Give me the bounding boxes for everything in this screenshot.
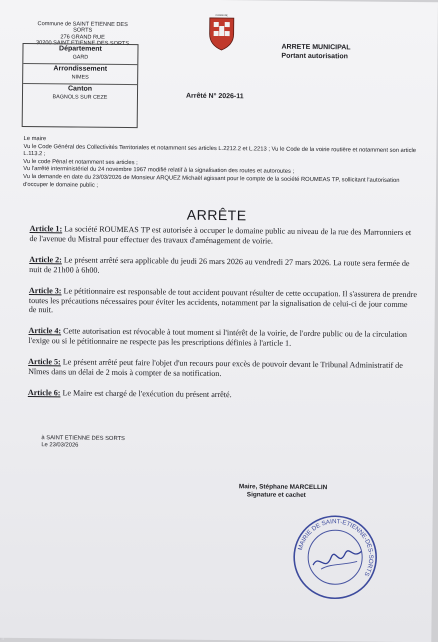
mayor-name: Maire, Stéphane MARCELLIN bbox=[238, 483, 328, 492]
arrondissement-value: NIMES bbox=[71, 73, 89, 81]
article-label: Article 5: bbox=[28, 357, 61, 367]
header-title-block bbox=[281, 43, 350, 62]
commune-emblem-icon bbox=[203, 12, 239, 52]
article-label: Article 3: bbox=[28, 285, 62, 295]
canton-row bbox=[23, 84, 137, 105]
article-text: La société ROUMEAS TP est autorisée à occuper le domaine public au niveau de la rue des Marronniers et de l'avenue du Mistral pour effectuer des travaux d'aménagement de voirie. bbox=[29, 224, 412, 246]
admin-info-box bbox=[22, 43, 139, 128]
place-line: à SAINT ETIENNE DES SORTS bbox=[41, 435, 125, 443]
article-4 bbox=[28, 326, 416, 350]
article-label: Article 1: bbox=[29, 224, 63, 234]
canton-value: BAGNOLS SUR CEZE bbox=[52, 93, 108, 101]
article-text: Le Maire est chargé de l'exécution du présent arrêté. bbox=[60, 388, 232, 400]
article-1 bbox=[29, 224, 417, 248]
commune-city: 30200 SAINT ETIENNE DES SORTS bbox=[35, 40, 130, 48]
article-label: Article 2: bbox=[29, 254, 62, 265]
svg-text:COMMUNE: COMMUNE bbox=[215, 13, 229, 18]
departement-row bbox=[23, 44, 137, 65]
stamp-text: MAIRIE DE SAINT-ETIENNE-DES-SORTS bbox=[296, 518, 375, 578]
visas-block bbox=[23, 136, 424, 193]
arrete-subtitle: Portant autorisation bbox=[281, 52, 348, 61]
arrondissement-label: Arrondissement bbox=[53, 65, 108, 73]
article-5 bbox=[28, 357, 416, 381]
article-3 bbox=[29, 286, 417, 320]
article-6 bbox=[28, 388, 416, 402]
departement-label: Département bbox=[59, 45, 102, 53]
arrondissement-row bbox=[23, 64, 137, 85]
article-2 bbox=[29, 255, 417, 279]
article-text: Le présent arrêté peut faire l'objet d'un recours pour excès de pouvoir devant le Tribunal Administratif de Nîmes dans un délai de 2 mois à compter de sa notification. bbox=[28, 357, 403, 379]
commune-street: 276 GRAND RUE bbox=[60, 34, 105, 41]
arrete-main-title: ARRÊTE bbox=[186, 206, 247, 224]
article-label: Article 4: bbox=[28, 326, 62, 336]
visa-line: Vu le code Pénal et notamment ses articles ; bbox=[23, 158, 138, 166]
visa-line: Le maire bbox=[23, 135, 47, 143]
article-text: Le pétitionnaire est responsable de tout accident pouvant résulter de cette occupation. Il s'assurera de prendre toutes les précautions nécessaires pour éviter les accidents, notamment par la signalisation de celui-ci de jour comme de nuit. bbox=[28, 285, 417, 315]
date-line: Le 23/03/2026 bbox=[41, 442, 79, 449]
article-text: Le présent arrêté sera applicable du jeudi 26 mars 2026 au vendredi 27 mars 2026. La route sera fermée de nuit de 21h00 à 6h00. bbox=[29, 255, 410, 275]
visa-line: Vu le Code Général des Collectivités Territoriales et notamment ses articles L.2212.2 et L.2213 ; Vu le Code de la voirie routière et notamment son article L.113.2 ; bbox=[23, 143, 417, 158]
visa-line: Vu l'arrêté interministériel du 24 novembre 1967 modifié relatif à la signalisation des routes et autoroutes ; bbox=[23, 166, 295, 176]
place-date bbox=[41, 435, 125, 451]
article-text: Cette autorisation est révocable à tout moment si l'intérêt de la voirie, de l'ordre public ou de la circulation l'exige ou si le pétitionnaire ne respecte pas les prescriptions définies à l'article 1. bbox=[28, 326, 408, 349]
departement-value: GARD bbox=[72, 53, 89, 61]
canton-label: Canton bbox=[67, 85, 93, 93]
signature-caption: Signature et cachet bbox=[246, 491, 306, 500]
article-label: Article 6: bbox=[27, 387, 61, 398]
mairie-stamp-icon bbox=[291, 513, 380, 602]
articles-list bbox=[28, 224, 418, 413]
commune-name: Commune de SAINT ETIENNE DES SORTS bbox=[37, 21, 128, 35]
visa-line: Vu la demande en date du 23/03/2026 de Monsieur ARQUEZ Michaël agissant pour le compte de la société ROUMEAS TP, sollicitant l'autorisation d'occuper le domaine public ; bbox=[23, 173, 400, 189]
signer-block bbox=[239, 483, 328, 501]
arrete-municipal-title: ARRETE MUNICIPAL bbox=[281, 43, 351, 52]
arrete-number: Arrêté N° 2026-11 bbox=[185, 92, 244, 101]
